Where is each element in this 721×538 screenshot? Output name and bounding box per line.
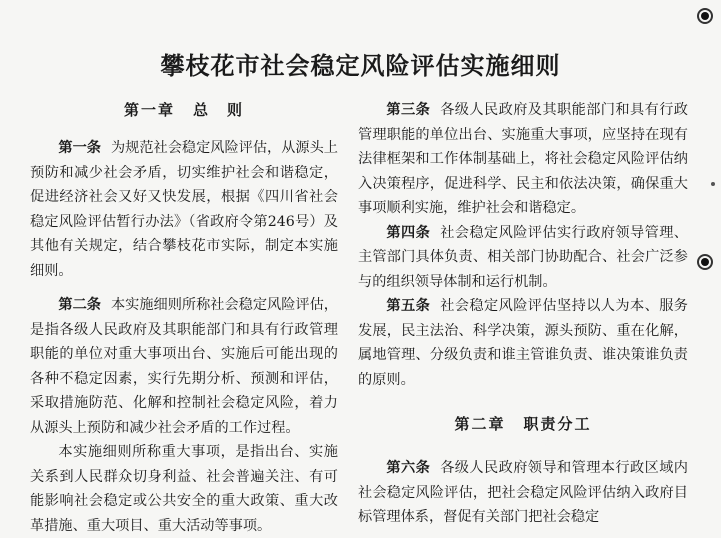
- article-number: 第六条: [386, 460, 431, 476]
- article-text: 社会稳定风险评估坚持以人为本、服务发展，民主法治、科学决策，源头预防、重在化解，属地管理、分级负责和谁主管谁负责、谁决策谁负责的原则。: [358, 298, 688, 388]
- right-column: [358, 98, 688, 530]
- article-text: 本实施细则所称社会稳定风险评估，是指各级人民政府及其职能部门和具有行政管理职能的单位对重大事项出台、实施后可能出现的各种不稳定因素，实行先期分析、预测和评估，采取措施防范、化解和控制社会稳定风险，着力从源头上预防和减少社会矛盾的工作过程。: [30, 297, 338, 436]
- article-paragraph: [358, 221, 688, 295]
- binder-hole-icon: [701, 12, 709, 20]
- chapter-name: 职责分工: [523, 415, 592, 433]
- article-text: 社会稳定风险评估实行政府领导管理、主管部门具体负责、相关部门协助配合、社会广泛参与的组织领导体制和运行机制。: [358, 224, 688, 290]
- article-number: 第三条: [386, 102, 431, 118]
- article-paragraph: [358, 98, 688, 221]
- article-number: 第二条: [58, 297, 101, 313]
- chapter-label: 第二章: [454, 415, 506, 433]
- article-paragraph: [30, 136, 338, 283]
- left-column: [30, 98, 338, 538]
- scan-mark: [711, 182, 715, 186]
- article-number: 第五条: [386, 298, 431, 314]
- article-text: 各级人民政府领导和管理本行政区域内社会稳定风险评估，把社会稳定风险评估纳入政府目标管理体系，督促有关部门把社会稳定: [358, 460, 688, 525]
- article-text: 为规范社会稳定风险评估，从源头上预防和减少社会矛盾，切实维护社会和谐稳定，促进经济社会又好又快发展，根据《四川省社会稳定风险评估暂行办法》（省政府令第246号）及其他有关规定，结合攀枝花市实际，制定本实施细则。: [30, 140, 338, 279]
- article-paragraph: [358, 456, 688, 530]
- article-number: 第四条: [386, 224, 431, 241]
- article-text: 各级人民政府及其职能部门和具有行政管理职能的单位出台、实施重大事项，应坚持在现有法律框架和工作体制基础上，将社会稳定风险评估纳入决策程序，促进科学、民主和依法决策，确保重大事项顺利实施，维护社会和谐稳定。: [358, 102, 688, 216]
- document-title: 攀枝花市社会稳定风险评估实施细则: [160, 52, 561, 80]
- chapter-heading: [30, 98, 338, 122]
- binder-hole-icon: [701, 258, 709, 266]
- chapter-heading: [358, 412, 688, 436]
- article-paragraph: [30, 293, 338, 440]
- chapter-name: 总 则: [193, 101, 245, 119]
- article-paragraph: [358, 294, 688, 392]
- chapter-label: 第一章: [123, 101, 175, 119]
- article-number: 第一条: [58, 140, 101, 156]
- article-paragraph: 本实施细则所称重大事项，是指出台、实施关系到人民群众切身利益、社会普遍关注、有可能影响社会稳定或公共安全的重大政策、重大改革措施、重大项目、重大活动等事项。: [30, 444, 338, 534]
